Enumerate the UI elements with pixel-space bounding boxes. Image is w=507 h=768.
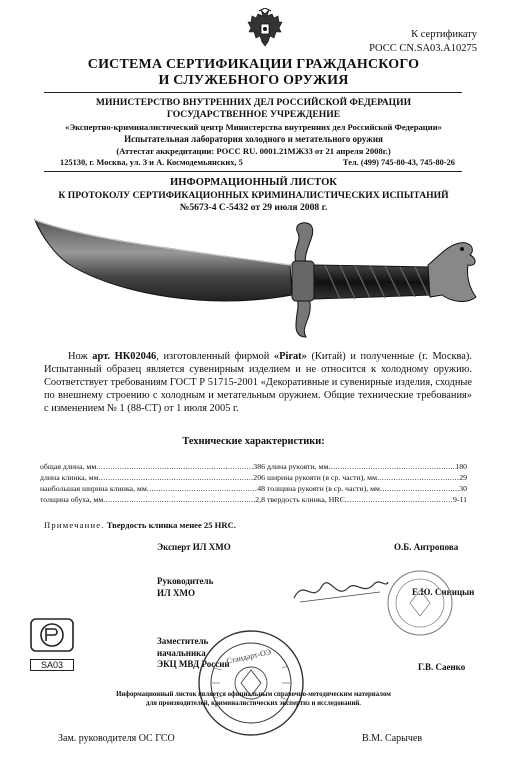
center-name: «Экспертно-криминалистический центр Министерства внутренних дел Российской Федерации» bbox=[65, 122, 442, 132]
address: 125130, г. Москва, ул. З и А. Космодемьянских, 5 bbox=[60, 158, 243, 167]
deputy-title: Заместитель начальника ЭКЦ МВД России bbox=[157, 636, 230, 669]
conformity-mark bbox=[30, 618, 74, 668]
spec-row: твердость клинка, HRC ..... 9-11 bbox=[267, 495, 467, 506]
footer-info-line2: для производителей, криминалистических экспертиз и исследований. bbox=[146, 700, 361, 707]
spec-row: ширина рукояти (в ср. части), мм ..... 29 bbox=[267, 473, 467, 484]
certificate-ref-number: РОСС CN.SA03.A10275 bbox=[369, 43, 477, 54]
article-label: арт. bbox=[92, 351, 111, 362]
certificate-reference bbox=[369, 28, 477, 56]
handwritten-signature-icon bbox=[290, 570, 390, 610]
pct-conformity-icon bbox=[30, 618, 74, 652]
info-sheet-heading bbox=[0, 177, 507, 215]
knife-pommel bbox=[428, 243, 476, 302]
conformity-code: SA03 bbox=[30, 659, 74, 671]
description-paragraph bbox=[44, 350, 472, 415]
ministry-name: МИНИСТЕРСТВО ВНУТРЕННИХ ДЕЛ РОССИЙСКОЙ ФЕДЕРАЦИИ bbox=[95, 97, 412, 108]
description-body: (Китай) и полученные (г. Москва). Испытанный образец является сувенирным изделием и не относится к холодному оружию. Соответствует требованиям ГОСТ Р 51715-2001 «Декоративные и сувенирные изделия, сходные по внешнему строению с холодным и метательным оружием. Общие технические требования» с изменением № 1 (88-СТ) от 1 июля 2005 г. bbox=[44, 351, 472, 414]
info-sheet-subtitle: К ПРОТОКОЛУ СЕРТИФИКАЦИОННЫХ КРИМИНАЛИСТИЧЕСКИХ ИСПЫТАНИЙ bbox=[58, 189, 449, 201]
knife-handle bbox=[314, 265, 432, 299]
spec-row: длина рукояти, мм ..... 180 bbox=[267, 462, 467, 473]
system-title-line2: И СЛУЖЕБНОГО ОРУЖИЯ bbox=[158, 73, 349, 88]
description-intro: Нож bbox=[68, 351, 88, 362]
article-number: НК02046 bbox=[114, 351, 157, 362]
system-title bbox=[0, 57, 507, 89]
title-divider bbox=[44, 92, 462, 93]
spec-row: наибольшая ширина клинка, мм ..... 48 bbox=[40, 484, 265, 495]
protocol-number: №5673-4 С-5432 от 29 июля 2008 г. bbox=[179, 202, 328, 213]
footer-info bbox=[0, 690, 507, 708]
knife-photo bbox=[30, 215, 480, 345]
expert-title: Эксперт ИЛ ХМО bbox=[157, 542, 231, 552]
info-sheet-title: ИНФОРМАЦИОННЫЙ ЛИСТОК bbox=[170, 177, 337, 188]
footer-info-line1: Информационный листок является официальным справочно-методическим материалом bbox=[116, 691, 391, 698]
deputy-name: Г.В. Саенко bbox=[418, 662, 466, 672]
certificate-ref-label: К сертификату bbox=[411, 29, 477, 40]
note bbox=[44, 520, 236, 530]
spec-row: толщина рукояти (в ср. части), мм ..... 30 bbox=[267, 484, 467, 495]
specs-heading: Технические характеристики: bbox=[182, 436, 325, 447]
ministry-divider bbox=[44, 171, 462, 172]
os-name: В.М. Сарычев bbox=[362, 733, 423, 744]
stamp-text: Стандарт-ОЭ bbox=[225, 647, 272, 666]
laboratory-name: Испытательная лаборатория холодного и метательного оружия bbox=[124, 134, 383, 144]
expert-name: О.Б. Антропова bbox=[394, 542, 459, 552]
round-stamp-icon bbox=[196, 628, 306, 738]
note-text: Твердость клинка менее 25 HRC. bbox=[106, 520, 236, 530]
specs-right-column bbox=[267, 462, 467, 506]
os-title: Зам. руководителя ОС ГСО bbox=[58, 733, 175, 744]
institution-type: ГОСУДАРСТВЕННОЕ УЧРЕЖДЕНИЕ bbox=[166, 109, 341, 120]
specs-left-column bbox=[40, 462, 265, 506]
accreditation: (Аттестат аккредитации: РОСС RU. 0001.21МЖ33 от 21 апреля 2008г.) bbox=[116, 146, 391, 156]
system-title-line1: СИСТЕМА СЕРТИФИКАЦИИ ГРАЖДАНСКОГО bbox=[87, 57, 420, 72]
phone: Тел. (499) 745-80-43, 745-80-26 bbox=[342, 158, 455, 167]
ministry-block bbox=[0, 97, 507, 157]
head-title: Руководитель ИЛ ХМО bbox=[157, 576, 214, 598]
double-headed-eagle-emblem-icon bbox=[246, 8, 284, 50]
spec-row: общая длина, мм ..... 386 bbox=[40, 462, 265, 473]
spec-row: толщина обуха, мм ..... 2,8 bbox=[40, 495, 265, 506]
brand-name: «Pirat» bbox=[273, 351, 307, 362]
description-manufacturer: , изготовленный фирмой bbox=[156, 351, 270, 362]
head-name: Е.Ю. Синицын bbox=[412, 587, 475, 597]
spec-row: длина клинка, мм ..... 206 bbox=[40, 473, 265, 484]
note-label: Примечание. bbox=[44, 520, 105, 530]
seal-stamp-icon bbox=[385, 568, 455, 638]
